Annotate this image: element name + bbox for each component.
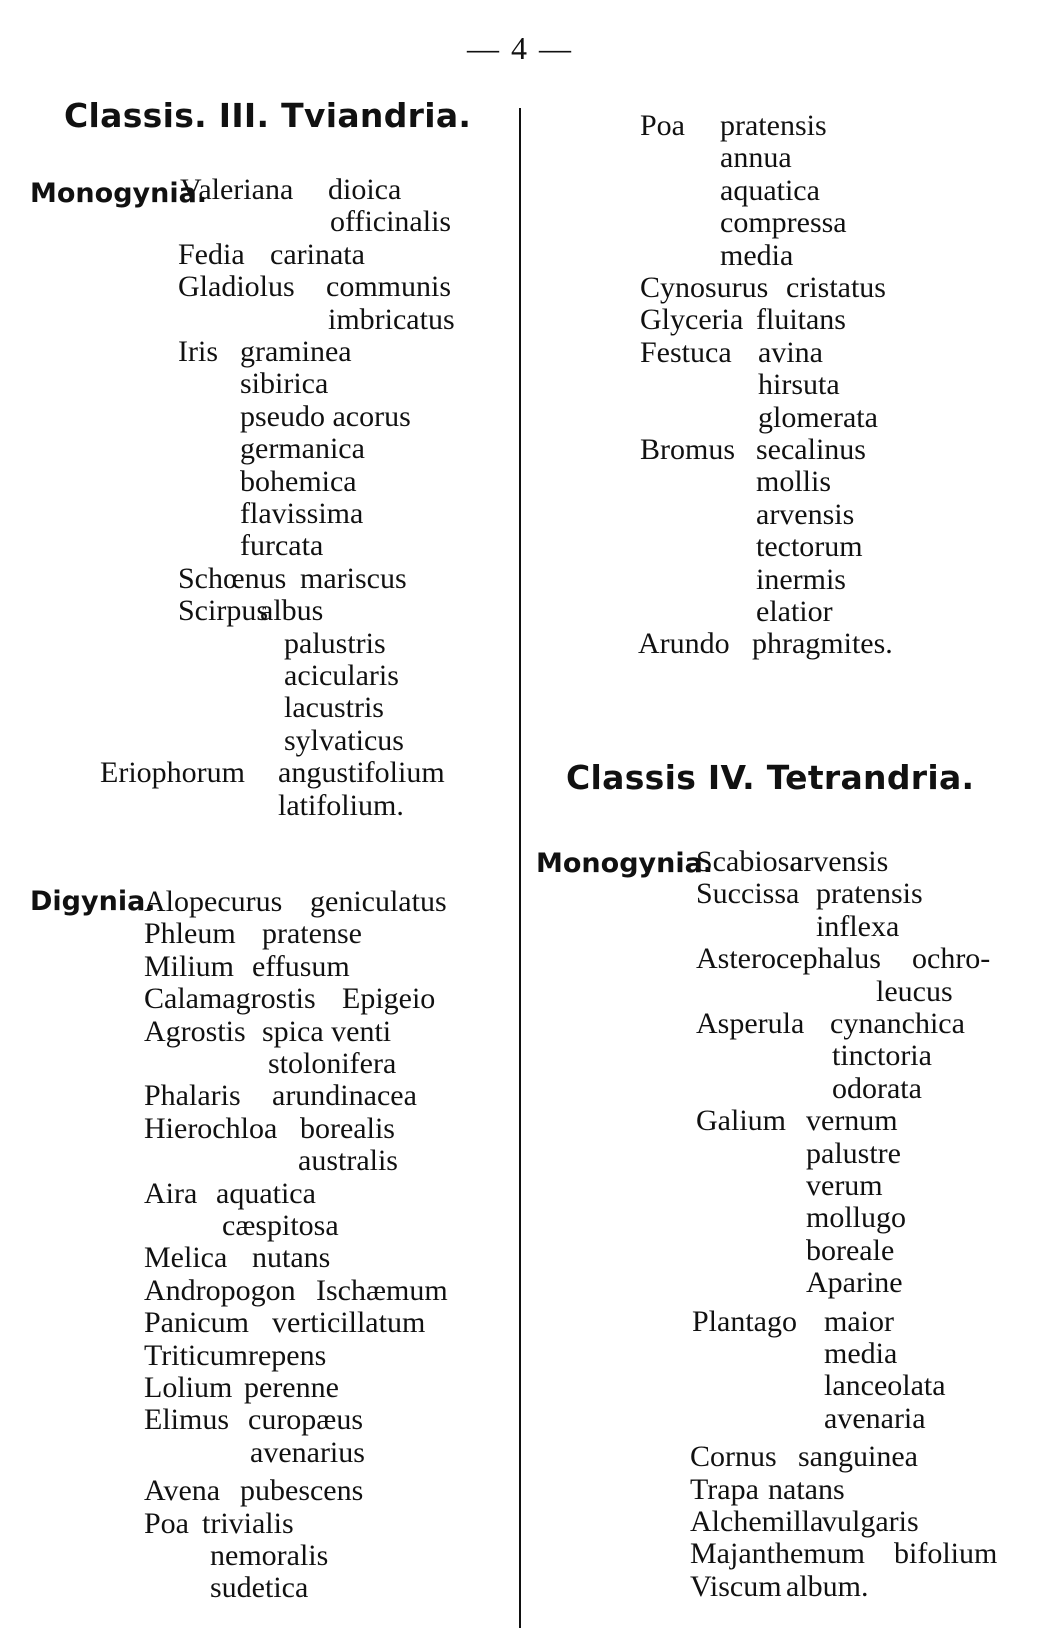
species-name: lanceolata — [824, 1369, 946, 1403]
genus-name: Festuca — [640, 335, 732, 369]
species-name: geniculatus — [310, 885, 447, 918]
genus-name: Gladiolus — [178, 270, 295, 304]
species-name: spica venti — [262, 1014, 392, 1048]
genus-name: Glyceria — [640, 303, 744, 337]
species-name: angustifolium — [278, 756, 445, 790]
species-name: vulgaris — [822, 1505, 919, 1538]
species-name: annua — [720, 141, 792, 175]
species-name: sibirica — [240, 367, 329, 401]
species-name: pratense — [262, 917, 362, 951]
genus-name: Plantago — [692, 1304, 797, 1338]
genus-name: Phleum — [144, 917, 236, 951]
genus-name: Panicum — [144, 1306, 249, 1340]
genus-name: Galium — [696, 1104, 786, 1138]
species-name: arundinacea — [272, 1079, 417, 1113]
species-name: arvensis — [756, 497, 855, 531]
species-name: borealis — [300, 1111, 395, 1145]
species-name: inermis — [756, 562, 846, 596]
species-name: lacustris — [284, 691, 384, 725]
species-name: tectorum — [756, 530, 863, 564]
species-name: inflexa — [816, 909, 900, 943]
species-name: avenaria — [824, 1401, 926, 1435]
genus-name: Milium — [144, 949, 235, 983]
genus-name: Andropogon — [144, 1273, 296, 1307]
class-heading-right: Classis IV. Tetrandria. — [566, 758, 975, 797]
species-name: Aparine — [806, 1266, 903, 1300]
species-name: pratensis — [816, 877, 923, 911]
species-name: communis — [326, 270, 451, 304]
species-name: perenne — [244, 1371, 339, 1404]
species-name: sudetica — [210, 1571, 309, 1605]
species-name: tinctoria — [832, 1039, 932, 1073]
species-name: Ischæmum — [316, 1273, 448, 1307]
species-name: sylvaticus — [284, 723, 404, 757]
species-name: repens — [248, 1338, 327, 1372]
genus-name: Lolium — [144, 1371, 233, 1404]
species-name: palustris — [284, 626, 386, 660]
species-name: avina — [758, 335, 823, 369]
species-name: pubescens — [240, 1474, 364, 1508]
species-name: mollis — [756, 465, 832, 499]
species-name: imbricatus — [328, 302, 455, 336]
genus-name: Iris — [178, 335, 218, 368]
species-name: latifolium. — [278, 788, 404, 822]
species-name: bifolium — [894, 1537, 998, 1571]
species-name: elatior — [756, 595, 833, 628]
species-name: stolonifera — [268, 1047, 397, 1080]
species-name: album. — [786, 1569, 869, 1603]
species-name: mariscus — [300, 561, 407, 595]
genus-name: Alopecurus — [144, 885, 283, 918]
species-name: vernum — [806, 1104, 898, 1138]
species-name: sanguinea — [798, 1440, 918, 1474]
species-name: arvensis — [790, 845, 889, 878]
species-name: verum — [806, 1169, 883, 1202]
species-name: compressa — [720, 206, 847, 240]
species-name: dioica — [328, 173, 402, 206]
species-name: media — [720, 238, 794, 272]
species-name: leucus — [876, 974, 953, 1008]
order-label-monogynia-right: Monogynia. — [536, 848, 714, 879]
species-name: Epigeio — [342, 982, 436, 1016]
species-name: verticillatum — [272, 1306, 426, 1340]
species-name: aquatica — [720, 173, 820, 207]
genus-name: Valeriana — [180, 173, 294, 206]
species-name: bohemica — [240, 464, 357, 498]
species-name: avenarius — [250, 1435, 365, 1469]
species-name: germanica — [240, 432, 365, 466]
class-heading-left: Classis. III. Tviandria. — [64, 96, 472, 135]
species-name: maior — [824, 1304, 894, 1338]
genus-name: Phalaris — [144, 1079, 241, 1113]
species-name: furcata — [240, 529, 324, 563]
species-name: effusum — [252, 949, 350, 983]
species-name: nutans — [252, 1241, 331, 1275]
genus-name: Fedia — [178, 237, 245, 271]
species-name: cæspitosa — [222, 1209, 339, 1242]
species-name: flavissima — [240, 497, 364, 530]
species-name: palustre — [806, 1136, 901, 1170]
species-name: curopæus — [248, 1403, 363, 1437]
species-name: glomerata — [758, 400, 878, 434]
species-name: ochro- — [912, 942, 991, 976]
genus-name: Aira — [144, 1176, 198, 1210]
genus-name: Cynosurus — [640, 271, 769, 304]
genus-name: Arundo — [638, 627, 730, 661]
genus-name: Asterocephalus — [696, 942, 881, 976]
species-name: cynanchica — [830, 1007, 965, 1040]
genus-name: Eriophorum — [100, 756, 245, 790]
genus-name: Majanthemum — [690, 1537, 865, 1571]
genus-name: Calamagrostis — [144, 982, 316, 1016]
order-label-digynia-left: Digynia. — [30, 886, 156, 917]
species-name: graminea — [240, 335, 352, 368]
genus-name: Cornus — [690, 1440, 777, 1474]
species-name: aquatica — [216, 1176, 316, 1210]
genus-name: Poa — [144, 1506, 189, 1540]
genus-name: Agrostis — [144, 1014, 246, 1048]
order-label-monogynia-left: Monogynia. — [30, 178, 208, 209]
species-name: pratensis — [720, 109, 827, 142]
species-name: acicularis — [284, 659, 399, 692]
genus-name: Scirpus — [178, 594, 268, 628]
species-name: carinata — [270, 237, 365, 271]
genus-name: Triticum — [144, 1338, 248, 1372]
species-name: cristatus — [786, 271, 886, 304]
species-name: hirsuta — [758, 368, 840, 402]
species-name: pseudo acorus — [240, 399, 411, 433]
species-name: media — [824, 1337, 898, 1370]
species-name: odorata — [832, 1071, 922, 1105]
genus-name: Poa — [640, 109, 685, 142]
genus-name: Elimus — [144, 1403, 230, 1437]
species-name: mollugo — [806, 1201, 907, 1235]
genus-name: Scabiosa — [696, 845, 803, 878]
species-name: officinalis — [330, 205, 452, 239]
species-name: nemoralis — [210, 1539, 329, 1572]
species-name: boreale — [806, 1233, 895, 1267]
species-name: secalinus — [756, 433, 866, 466]
genus-name: Viscum — [690, 1569, 782, 1603]
species-name: phragmites. — [752, 627, 893, 661]
genus-name: Bromus — [640, 433, 736, 466]
page-number: — 4 — — [467, 30, 573, 66]
column-divider — [519, 108, 521, 1628]
genus-name: Asperula — [696, 1007, 805, 1040]
genus-name: Avena — [144, 1474, 221, 1508]
genus-name: Hierochloa — [144, 1111, 278, 1145]
species-name: australis — [298, 1144, 398, 1178]
species-name: natans — [768, 1472, 845, 1506]
species-name: albus — [260, 594, 324, 628]
species-name: fluitans — [756, 303, 846, 337]
genus-name: Trapa — [690, 1472, 759, 1506]
genus-name: Alchemilla — [690, 1505, 824, 1538]
genus-name: Melica — [144, 1241, 228, 1275]
genus-name: Schœnus — [178, 561, 287, 595]
genus-name: Succissa — [696, 877, 800, 911]
species-name: trivialis — [202, 1506, 294, 1540]
